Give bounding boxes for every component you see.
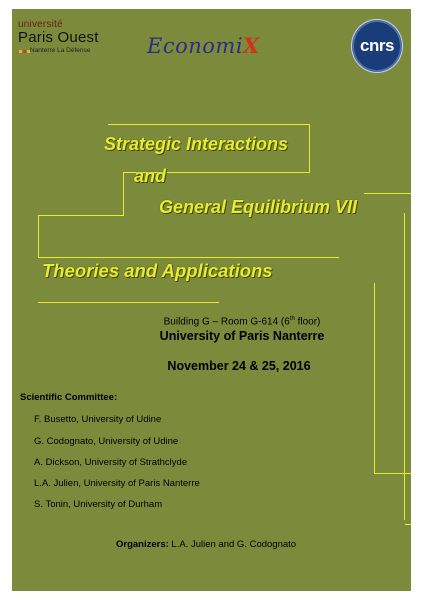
outline-line (374, 283, 375, 473)
outline-line (404, 213, 405, 520)
economix-logo (147, 33, 297, 63)
committee-member: L.A. Julien, University of Paris Nanterre (34, 478, 200, 489)
venue-block (132, 316, 352, 343)
title-line-1: Strategic Interactions (104, 134, 289, 154)
university-logo-dots (19, 50, 30, 54)
outline-line (38, 257, 339, 258)
outline-line (405, 524, 411, 525)
outline-line (38, 215, 39, 257)
outline-line (108, 124, 309, 125)
outline-line (364, 193, 411, 194)
poster (12, 9, 411, 591)
subtitle: Theories and Applications (42, 260, 273, 281)
venue-university: University of Paris Nanterre (159, 329, 325, 344)
university-logo-line3: Nanterre La Défense (30, 47, 91, 54)
committee-member: G. Codognato, University of Udine (34, 436, 179, 447)
title-line-2: and (134, 166, 167, 186)
outline-line (123, 172, 124, 215)
cnrs-logo-text: cnrs (360, 36, 394, 55)
outline-line (374, 473, 411, 474)
outline-line (309, 124, 310, 172)
committee-heading: Scientific Committee: (20, 392, 118, 403)
event-dates: November 24 & 25, 2016 (167, 359, 311, 373)
outline-line (38, 302, 219, 303)
university-logo (18, 19, 138, 55)
committee-member: A. Dickson, University of Strathclyde (34, 457, 188, 468)
economix-logo-x: X (243, 33, 260, 58)
venue-building: Building G – Room G-614 (6th floor) (163, 316, 321, 328)
economix-logo-text: Economi (147, 34, 244, 58)
university-logo-line2: Paris Ouest (18, 29, 99, 46)
university-logo-line1: université (18, 19, 63, 30)
organizers: Organizers: L.A. Julien and G. Codognato (116, 539, 297, 550)
cnrs-logo (351, 19, 403, 73)
committee-member: S. Tonin, University of Durham (34, 499, 163, 510)
title-line-3: General Equilibrium VII (159, 197, 358, 217)
outline-line (38, 215, 124, 216)
committee-member: F. Busetto, University of Udine (34, 414, 162, 425)
